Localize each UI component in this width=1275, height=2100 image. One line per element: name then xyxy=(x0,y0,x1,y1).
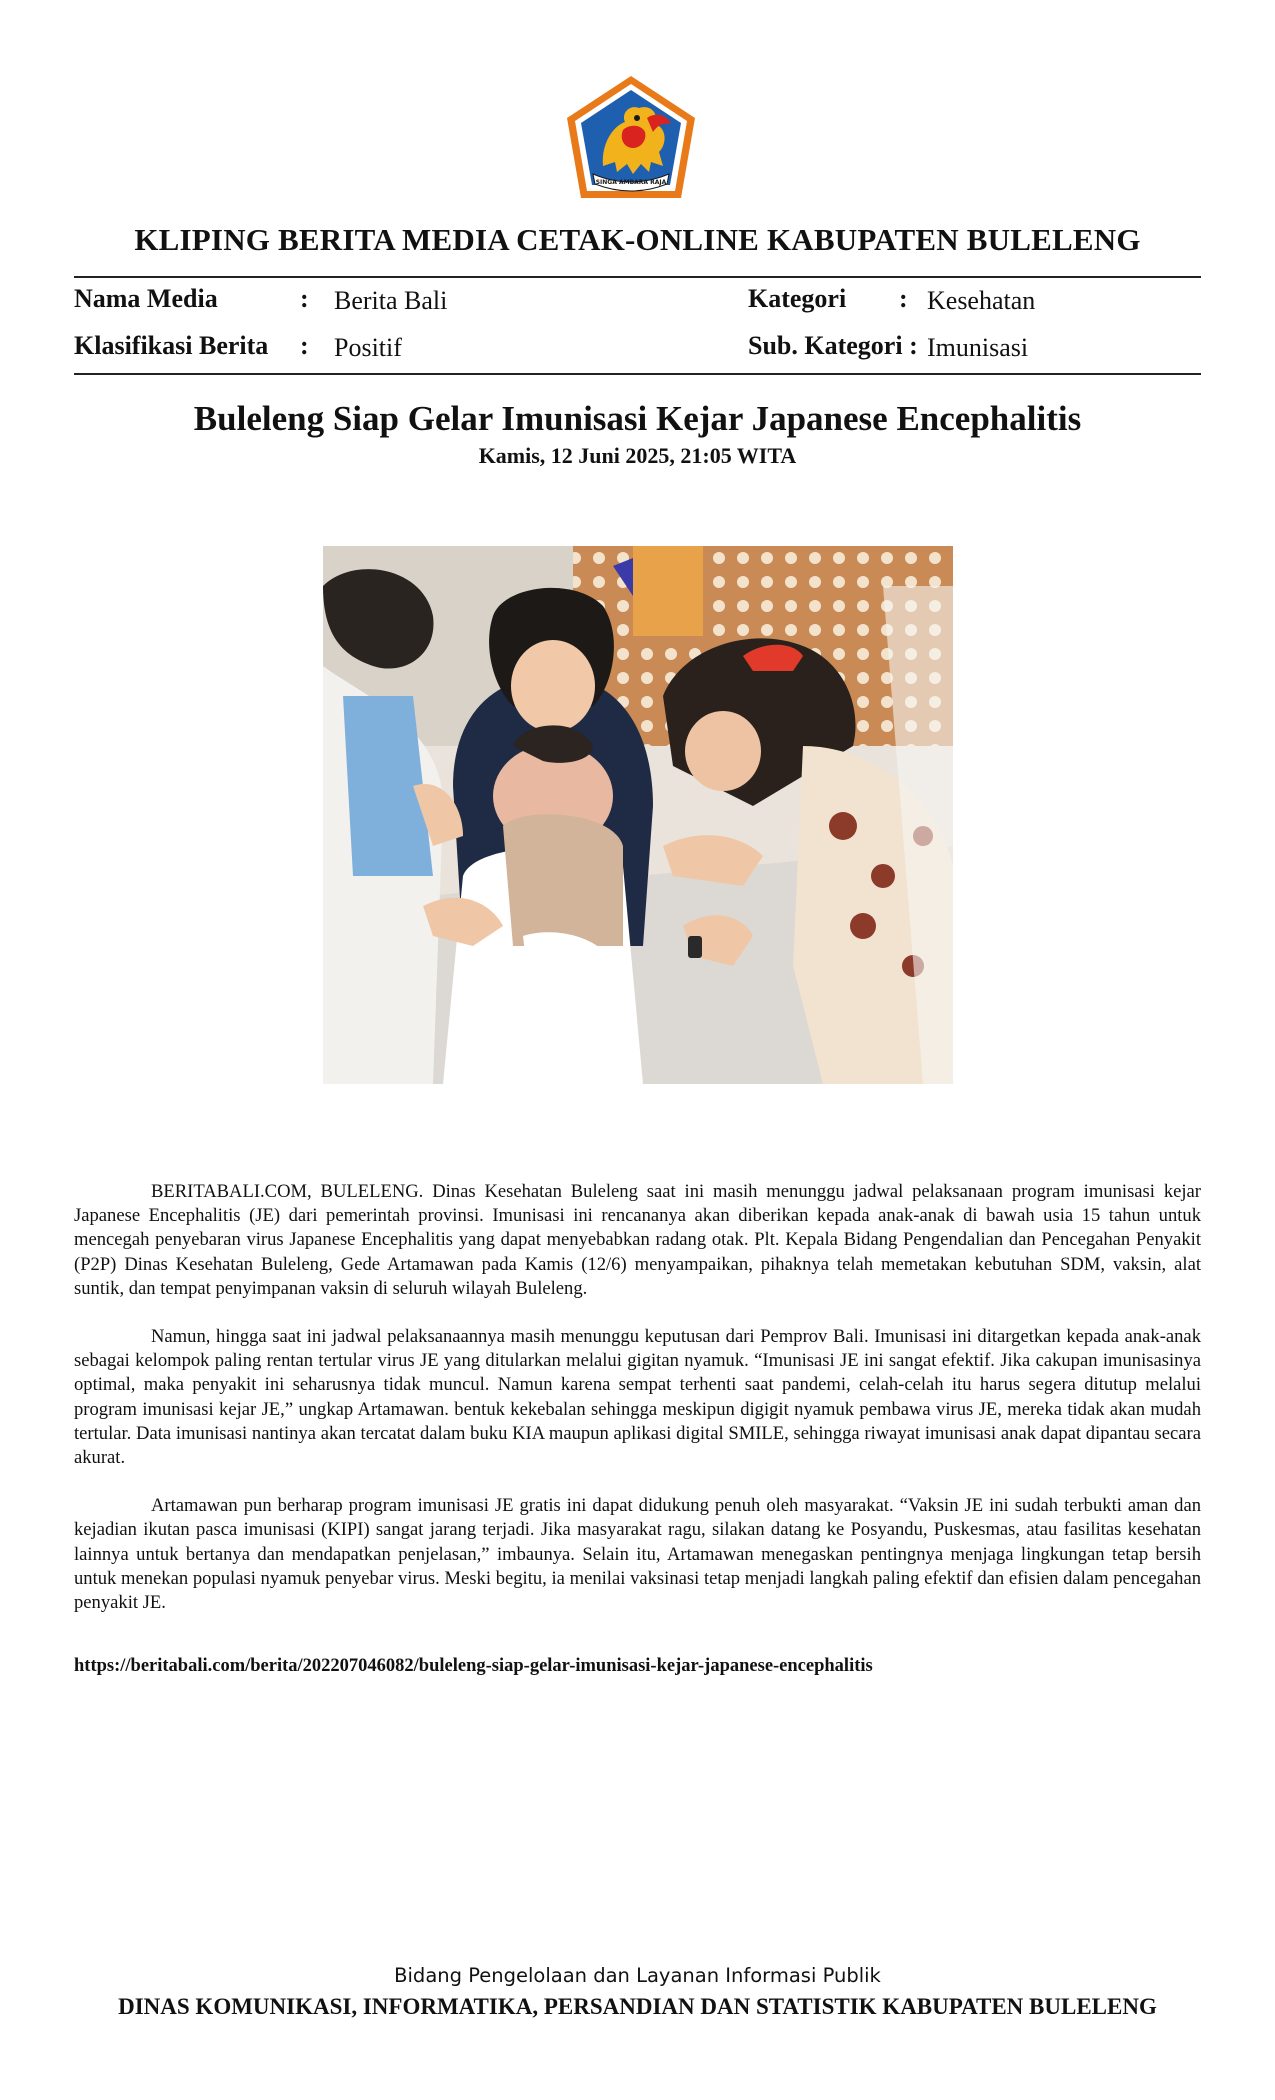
top-divider xyxy=(74,276,1201,278)
article-headline: Buleleng Siap Gelar Imunisasi Kejar Japanese Encephalitis xyxy=(193,399,1082,438)
article-body xyxy=(74,1180,1201,1639)
article-date: Kamis, 12 Juni 2025, 21:05 WITA xyxy=(478,443,797,468)
immunization-photo-icon xyxy=(323,546,953,1084)
source-url-link[interactable]: https://beritabali.com/berita/202207046082/buleleng-siap-gelar-imunisasi-kejar-japanese-encephalitis xyxy=(74,1656,873,1676)
kategori-colon: : xyxy=(899,284,908,313)
clipping-title: KLIPING BERITA MEDIA CETAK-ONLINE KABUPATEN BULELENG xyxy=(134,222,1141,257)
subkategori-label: Sub. Kategori : xyxy=(748,331,918,360)
media-label: Nama Media xyxy=(74,284,218,313)
media-colon: : xyxy=(300,284,309,313)
klasifikasi-label: Klasifikasi Berita xyxy=(74,331,269,360)
bottom-divider xyxy=(74,373,1201,375)
kategori-value: Kesehatan xyxy=(927,286,1036,315)
kategori-label: Kategori xyxy=(748,284,847,313)
footer-agency: DINAS KOMUNIKASI, INFORMATIKA, PERSANDIAN DAN STATISTIK KABUPATEN BULELENG xyxy=(118,1994,1157,2019)
subkategori-value: Imunisasi xyxy=(927,333,1029,362)
footer-division: Bidang Pengelolaan dan Layanan Informasi Publik xyxy=(394,1964,881,1987)
article-paragraph: Namun, hingga saat ini jadwal pelaksanaannya masih menunggu keputusan dari Pemprov Bali. Imunisasi ini ditargetkan kepada anak-anak sebagai kelompok paling rentan tertular virus JE yang ditularkan melalui gigitan nyamuk. “Imunisasi JE ini sangat efektif. Jika cakupan imunisasinya optimal, maka penyakit ini seharusnya tidak muncul. Namun karena sempat terhenti saat pandemi, celah-celah itu harus segera ditutup melalui program imunisasi kejar JE,” ungkap Artamawan. bentuk kekebalan sehingga meskipun digigit nyamuk pembawa virus JE, mereka tidak akan mudah tertular. Data imunisasi nantinya akan tercatat dalam buku KIA maupun aplikasi digital SMILE, sehingga riwayat imunisasi anak dapat dipantau secara akurat. xyxy=(74,1326,1201,1469)
article-paragraph: BERITABALI.COM, BULELENG. Dinas Kesehatan Buleleng saat ini masih menunggu jadwal pelaksanaan program imunisasi kejar Japanese Encephalitis (JE) dari pemerintah provinsi. Imunisasi ini rencananya akan diberikan kepada anak-anak di bawah usia 15 tahun untuk mencegah penyebaran virus Japanese Encephalitis yang dapat menyebabkan radang otak. Plt. Kepala Bidang Pengendalian dan Pencegahan Penyakit (P2P) Dinas Kesehatan Buleleng, Gede Artamawan pada Kamis (12/6) menyampaikan, pihaknya telah memetakan kebutuhan SDM, vaksin, alat suntik, dan tempat penyimpanan vaksin di seluruh wilayah Buleleng. xyxy=(74,1181,1201,1299)
kabupaten-buleleng-crest-icon xyxy=(563,74,699,202)
article-paragraph: Artamawan pun berharap program imunisasi JE gratis ini dapat didukung penuh oleh masyarakat. “Vaksin JE ini sudah terbukti aman dan kejadian ikutan pasca imunisasi (KIPI) sangat jarang terjadi. Jika masyarakat ragu, silakan datang ke Posyandu, Puskesmas, atau fasilitas kesehatan lainnya untuk bertanya dan mendapatkan penjelasan,” imbaunya. Selain itu, Artamawan menegaskan pentingnya menjaga lingkungan tetap bersih untuk menekan populasi nyamuk penyebar virus. Meski begitu, ia menilai vaksinasi tetap menjadi langkah paling efektif dan efisien dalam pencegahan penyakit JE. xyxy=(74,1495,1201,1614)
crest-banner-text: SINGA AMBARA RAJA xyxy=(595,179,667,186)
media-value: Berita Bali xyxy=(334,286,448,315)
klasifikasi-colon: : xyxy=(300,331,309,360)
metadata-table xyxy=(74,284,1201,364)
klasifikasi-value: Positif xyxy=(334,333,402,362)
